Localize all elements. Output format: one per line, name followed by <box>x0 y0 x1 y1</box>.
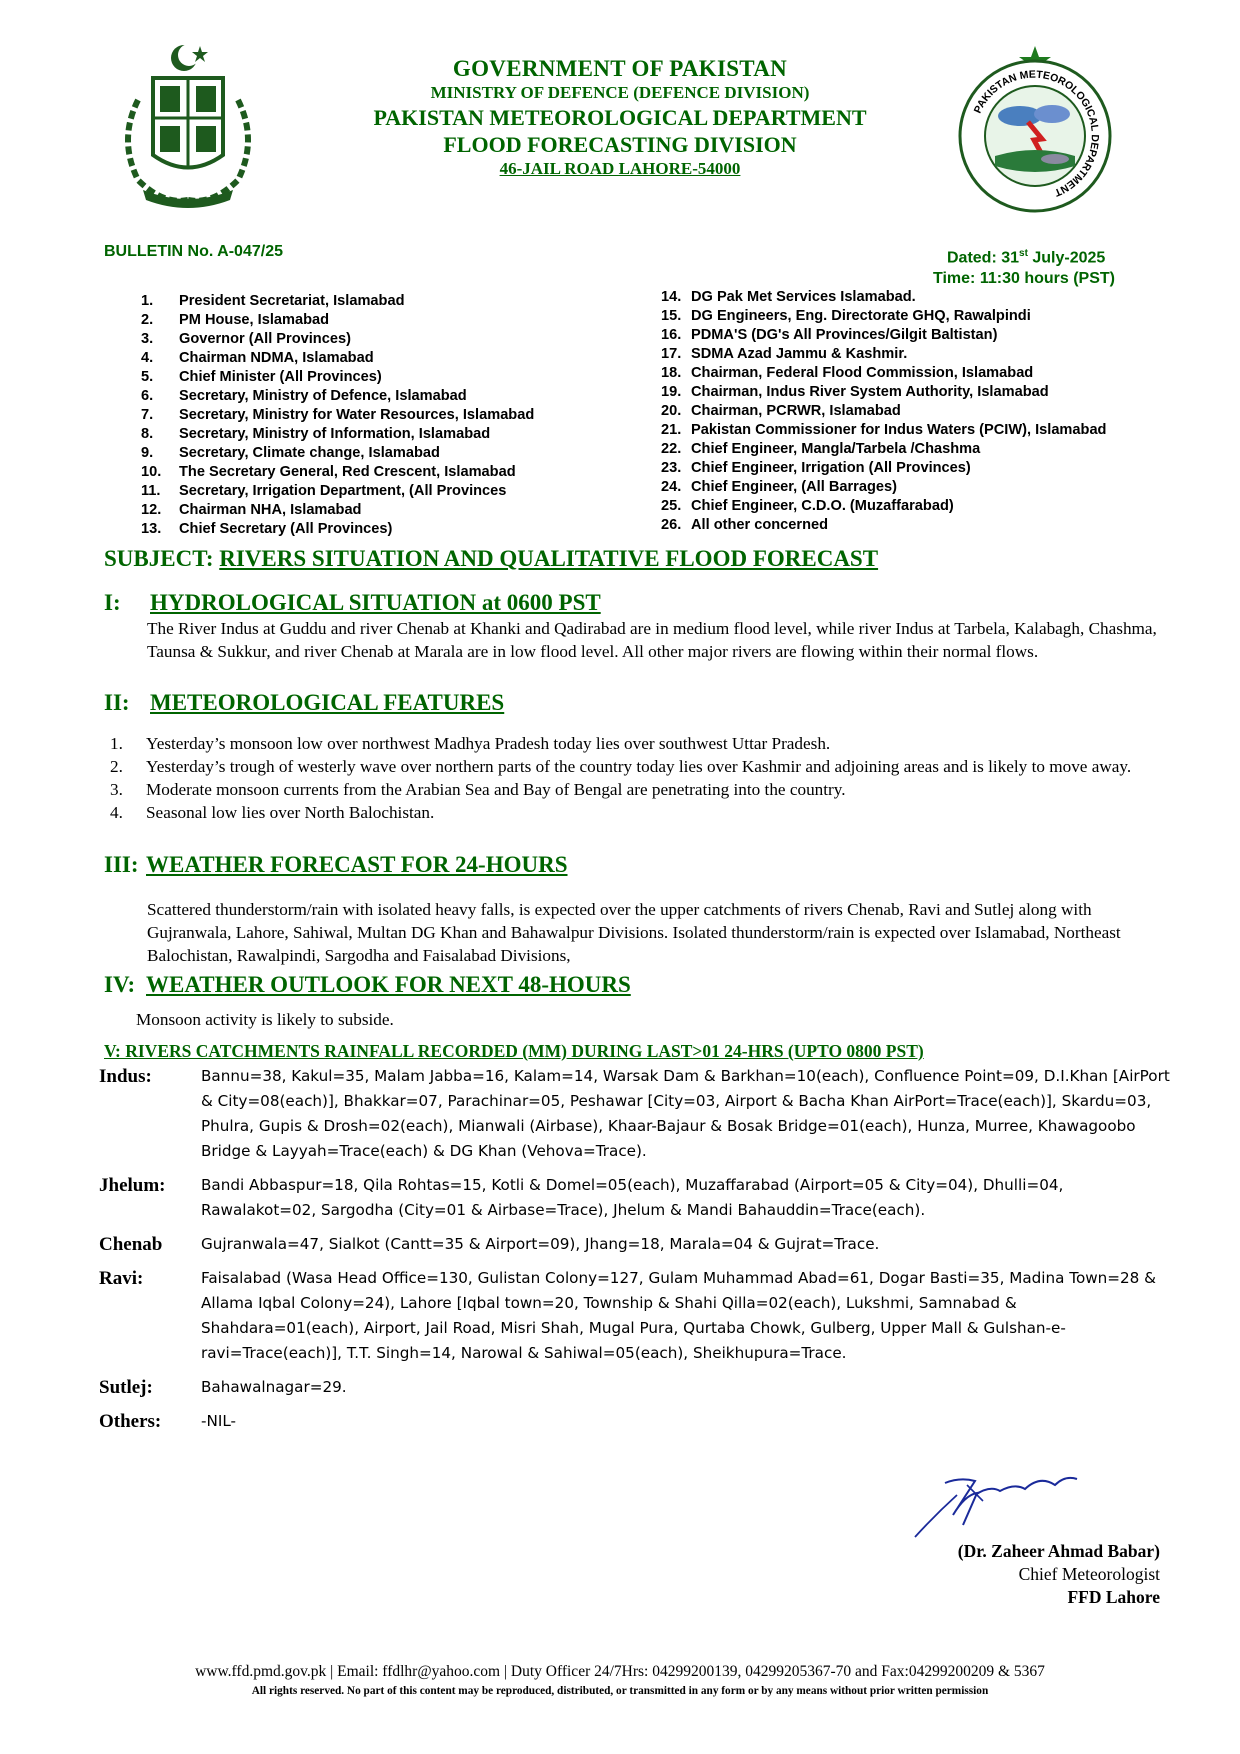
footer-contact: www.ffd.pmd.gov.pk | Email: ffdlhr@yahoo.com | Duty Officer 24/7Hrs: 04299200139, 04299205367-70 and Fax:04299200209 & 5367 <box>195 1663 1045 1680</box>
recipient-item <box>141 349 534 368</box>
rainfall-row <box>99 1064 1179 1164</box>
recipient-item <box>661 345 1106 364</box>
recipient-name: Chairman NDMA, Islamabad <box>179 350 374 366</box>
recipient-number: 24. <box>661 479 682 495</box>
bulletin-time: Time: 11:30 hours (PST) <box>933 270 1115 288</box>
recipient-number: 19. <box>661 384 682 400</box>
recipient-item <box>141 311 534 330</box>
recipient-name: Secretary, Ministry of Defence, Islamabad <box>179 388 467 404</box>
rainfall-row <box>99 1232 1179 1257</box>
recipient-number: 3. <box>141 331 154 347</box>
feature-number: 1. <box>110 734 123 753</box>
recipient-item <box>141 501 534 520</box>
recipient-name: Secretary, Irrigation Department, (All Provinces <box>179 483 507 499</box>
river-name: Indus: <box>99 1066 152 1087</box>
meteorological-feature-item <box>110 732 1170 755</box>
bulletin-date-block <box>933 243 1115 289</box>
recipient-number: 7. <box>141 407 154 423</box>
recipient-item <box>661 497 1106 516</box>
recipient-name: DG Pak Met Services Islamabad. <box>691 289 916 305</box>
meteorological-feature-item <box>110 778 1170 801</box>
subject-title: RIVERS SITUATION AND QUALITATIVE FLOOD FORECAST <box>219 546 879 571</box>
recipient-number: 8. <box>141 426 154 442</box>
recipient-name: Chief Minister (All Provinces) <box>179 369 382 385</box>
feature-number: 4. <box>110 803 123 822</box>
rainfall-values: Gujranwala=47, Sialkot (Cantt=35 & Airport=09), Jhang=18, Marala=04 & Gujrat=Trace. <box>201 1235 880 1253</box>
recipient-number: 10. <box>141 464 162 480</box>
recipients-left-list <box>141 292 534 539</box>
recipient-item <box>661 326 1106 345</box>
recipient-name: All other concerned <box>691 517 829 533</box>
recipient-name: Pakistan Commissioner for Indus Waters (PCIW), Islamabad <box>691 422 1107 438</box>
recipient-name: Chief Engineer, C.D.O. (Muzaffarabad) <box>691 498 954 514</box>
pmd-ring-label: PAKISTAN METEOROLOGICAL DEPARTMENT <box>971 68 1101 199</box>
recipient-number: 15. <box>661 308 682 324</box>
handwritten-signature <box>905 1455 1125 1545</box>
rainfall-row <box>99 1409 1179 1434</box>
recipient-number: 25. <box>661 498 682 514</box>
recipient-number: 16. <box>661 327 682 343</box>
feature-number: 2. <box>110 757 123 776</box>
recipient-item <box>141 425 534 444</box>
recipient-name: President Secretariat, Islamabad <box>179 293 405 309</box>
signatory-name: (Dr. Zaheer Ahmad Babar) <box>957 1541 1160 1561</box>
recipient-item <box>661 421 1106 440</box>
recipient-item <box>141 368 534 387</box>
svg-text:PAKISTAN METEOROLOGICAL DEPART <box>972 69 1101 199</box>
recipient-number: 21. <box>661 422 682 438</box>
bulletin-number: BULLETIN No. A-047/25 <box>104 243 283 260</box>
weather-outlook-text: Monsoon activity is likely to subside. <box>136 1010 394 1029</box>
recipient-item <box>661 364 1106 383</box>
footer-rights: All rights reserved. No part of this content may be reproduced, distributed, or transmitted in any form or by any means without prior written permission <box>251 1685 989 1697</box>
river-name: Sutlej: <box>99 1377 153 1398</box>
recipient-number: 5. <box>141 369 154 385</box>
state-emblem-logo <box>108 40 268 215</box>
recipient-item <box>141 387 534 406</box>
recipient-item <box>141 463 534 482</box>
recipient-name: PM House, Islamabad <box>179 312 330 328</box>
recipient-name: Chairman, Indus River System Authority, Islamabad <box>691 384 1049 400</box>
signatory-office: FFD Lahore <box>1067 1587 1160 1607</box>
recipient-item <box>141 292 534 311</box>
recipient-number: 20. <box>661 403 682 419</box>
recipient-name: SDMA Azad Jammu & Kashmir. <box>691 346 908 362</box>
recipient-name: Chairman, Federal Flood Commission, Islamabad <box>691 365 1034 381</box>
rainfall-values: -NIL- <box>201 1412 236 1430</box>
feature-text: Yesterday’s monsoon low over northwest Madhya Pradesh today lies over southwest Uttar Pradesh. <box>146 734 831 753</box>
recipient-item <box>141 406 534 425</box>
rainfall-row <box>99 1266 1179 1366</box>
recipient-name: PDMA'S (DG's All Provinces/Gilgit Baltistan) <box>691 327 998 343</box>
recipient-number: 18. <box>661 365 682 381</box>
bulletin-date: Dated: 31st July-2025 <box>947 248 1106 267</box>
recipient-number: 2. <box>141 312 154 328</box>
department-title: PAKISTAN METEOROLOGICAL DEPARTMENT <box>373 105 867 130</box>
government-title: GOVERNMENT OF PAKISTAN <box>452 56 788 81</box>
recipient-name: Chief Engineer, Irrigation (All Provinces) <box>691 460 971 476</box>
rainfall-row <box>99 1173 1179 1223</box>
section-hydrological-heading: I: HYDROLOGICAL SITUATION at 0600 PST <box>104 590 601 615</box>
division-title: FLOOD FORECASTING DIVISION <box>443 132 797 157</box>
river-name: Ravi: <box>99 1268 144 1289</box>
section-outlook-heading: IV: WEATHER OUTLOOK FOR NEXT 48-HOURS <box>104 972 631 997</box>
recipient-item <box>141 482 534 501</box>
rainfall-values: Bahawalnagar=29. <box>201 1378 347 1396</box>
feature-text: Yesterday’s trough of westerly wave over northern parts of the country today lies over Kashmir and adjoining areas and is likely to move away. <box>146 757 1132 776</box>
recipient-name: Chief Engineer, (All Barrages) <box>691 479 897 495</box>
recipient-item <box>661 402 1106 421</box>
recipient-item <box>141 520 534 539</box>
weather-forecast-text: Scattered thunderstorm/rain with isolated heavy falls, is expected over the upper catchments of rivers Chenab, Ravi and Sutlej along with Gujranwala, Lahore, Sahiwal, Multan DG Khan and Bahawalpur Divisions. Isolated thunderstorm/rain is expected over Islamabad, Northeast Balochistan, Rawalpindi, Sargodha and Faisalabad Divisions, <box>147 900 1121 965</box>
section-rainfall-heading: V: RIVERS CATCHMENTS RAINFALL RECORDED (MM) DURING LAST>01 24-HRS (UPTO 0800 PST) <box>104 1041 924 1061</box>
recipient-number: 23. <box>661 460 682 476</box>
meteorological-features-list <box>110 732 1170 824</box>
recipient-name: Chief Engineer, Mangla/Tarbela /Chashma <box>691 441 981 457</box>
recipient-number: 4. <box>141 350 154 366</box>
recipients-right-list <box>661 288 1106 535</box>
recipient-number: 1. <box>141 293 154 309</box>
recipient-name: Governor (All Provinces) <box>179 331 351 347</box>
section-meteorological-heading: II: METEOROLOGICAL FEATURES <box>104 690 505 715</box>
recipient-number: 26. <box>661 517 682 533</box>
recipient-name: DG Engineers, Eng. Directorate GHQ, Rawalpindi <box>691 308 1031 324</box>
ministry-title: MINISTRY OF DEFENCE (DEFENCE DIVISION) <box>430 83 810 102</box>
meteorological-feature-item <box>110 755 1170 778</box>
signature-block <box>860 1540 1160 1609</box>
feature-number: 3. <box>110 780 123 799</box>
recipient-item <box>661 440 1106 459</box>
subject-line <box>104 546 878 572</box>
recipient-item <box>661 478 1106 497</box>
recipient-number: 13. <box>141 521 162 537</box>
recipient-number: 14. <box>661 289 682 305</box>
river-name: Chenab <box>99 1234 163 1255</box>
recipient-name: The Secretary General, Red Crescent, Islamabad <box>179 464 516 480</box>
recipient-item <box>141 444 534 463</box>
recipient-number: 6. <box>141 388 154 404</box>
recipient-name: Secretary, Ministry for Water Resources, Islamabad <box>179 407 535 423</box>
river-name: Others: <box>99 1411 162 1432</box>
recipient-name: Chairman NHA, Islamabad <box>179 502 362 518</box>
recipient-item <box>661 459 1106 478</box>
recipient-number: 17. <box>661 346 682 362</box>
rainfall-values: Bannu=38, Kakul=35, Malam Jabba=16, Kalam=14, Warsak Dam & Barkhan=10(each), Confluence Point=09, D.I.Khan [AirPort & City=08(each)], Bhakkar=07, Parachinar=05, Peshawar [City=03, Airport & Bacha Khan AirPort=Trace(each)], Skardu=03, Phulra, Gupis & Drosh=02(each), Mianwali (Airbase), Khaar-Bajaur & Bosak Bridge=01(each), Hunza, Murree, Khawagoobo Bridge & Layyah=Trace(each) & DG Khan (Vehova=Trace). <box>201 1067 1170 1160</box>
recipient-item <box>661 288 1106 307</box>
rainfall-values: Faisalabad (Wasa Head Office=130, Gulistan Colony=127, Gulam Muhammad Abad=61, Dogar Basti=35, Madina Town=28 & Allama Iqbal Colony=24), Lahore [Iqbal town=20, Township & Shahi Qilla=02(each), Lukshmi, Samnabad & Shahdara=01(each), Airport, Jail Road, Misri Shah, Mugal Pura, Qurtaba Chowk, Gulberg, Upper Mall & Gulshan-e- ravi=Trace(each)], T.T. Singh=14, Narowal & Sahiwal=05(each), Sheikhupura=Trace. <box>201 1269 1157 1362</box>
recipient-number: 9. <box>141 445 154 461</box>
address: 46-JAIL ROAD LAHORE-54000 <box>499 159 741 178</box>
meteorological-feature-item <box>110 801 1170 824</box>
recipient-name: Secretary, Ministry of Information, Islamabad <box>179 426 491 442</box>
signatory-designation: Chief Meteorologist <box>1018 1564 1160 1584</box>
feature-text: Seasonal low lies over North Balochistan. <box>146 803 435 822</box>
subject-label: SUBJECT: <box>104 546 220 571</box>
recipient-name: Secretary, Climate change, Islamabad <box>179 445 440 461</box>
section-forecast-heading: III: WEATHER FORECAST FOR 24-HOURS <box>104 852 568 877</box>
hydrological-situation-text: The River Indus at Guddu and river Chenab at Khanki and Qadirabad are in medium flood level, while river Indus at Tarbela, Kalabagh, Chashma, Taunsa & Sukkur, and river Chenab at Marala are in low flood level. All other major rivers are flowing within their normal flows. <box>147 619 1157 661</box>
pmd-logo-ring-text <box>950 44 1120 214</box>
recipient-item <box>141 330 534 349</box>
recipient-item <box>661 383 1106 402</box>
recipient-name: Chief Secretary (All Provinces) <box>179 521 393 537</box>
recipient-name: Chairman, PCRWR, Islamabad <box>691 403 901 419</box>
recipient-number: 22. <box>661 441 682 457</box>
rainfall-table <box>99 1064 1179 1443</box>
recipient-number: 11. <box>141 483 161 499</box>
feature-text: Moderate monsoon currents from the Arabian Sea and Bay of Bengal are penetrating into the country. <box>146 780 846 799</box>
rainfall-values: Bandi Abbaspur=18, Qila Rohtas=15, Kotli & Domel=05(each), Muzaffarabad (Airport=05 & City=04), Dhulli=04, Rawalakot=02, Sargodha (City=01 & Airbase=Trace), Jhelum & Mandi Bahauddin=Trace(each). <box>201 1176 1064 1219</box>
recipient-item <box>661 516 1106 535</box>
recipient-number: 12. <box>141 502 162 518</box>
river-name: Jhelum: <box>99 1175 166 1196</box>
letterhead <box>300 56 940 180</box>
rainfall-row <box>99 1375 1179 1400</box>
recipient-item <box>661 307 1106 326</box>
